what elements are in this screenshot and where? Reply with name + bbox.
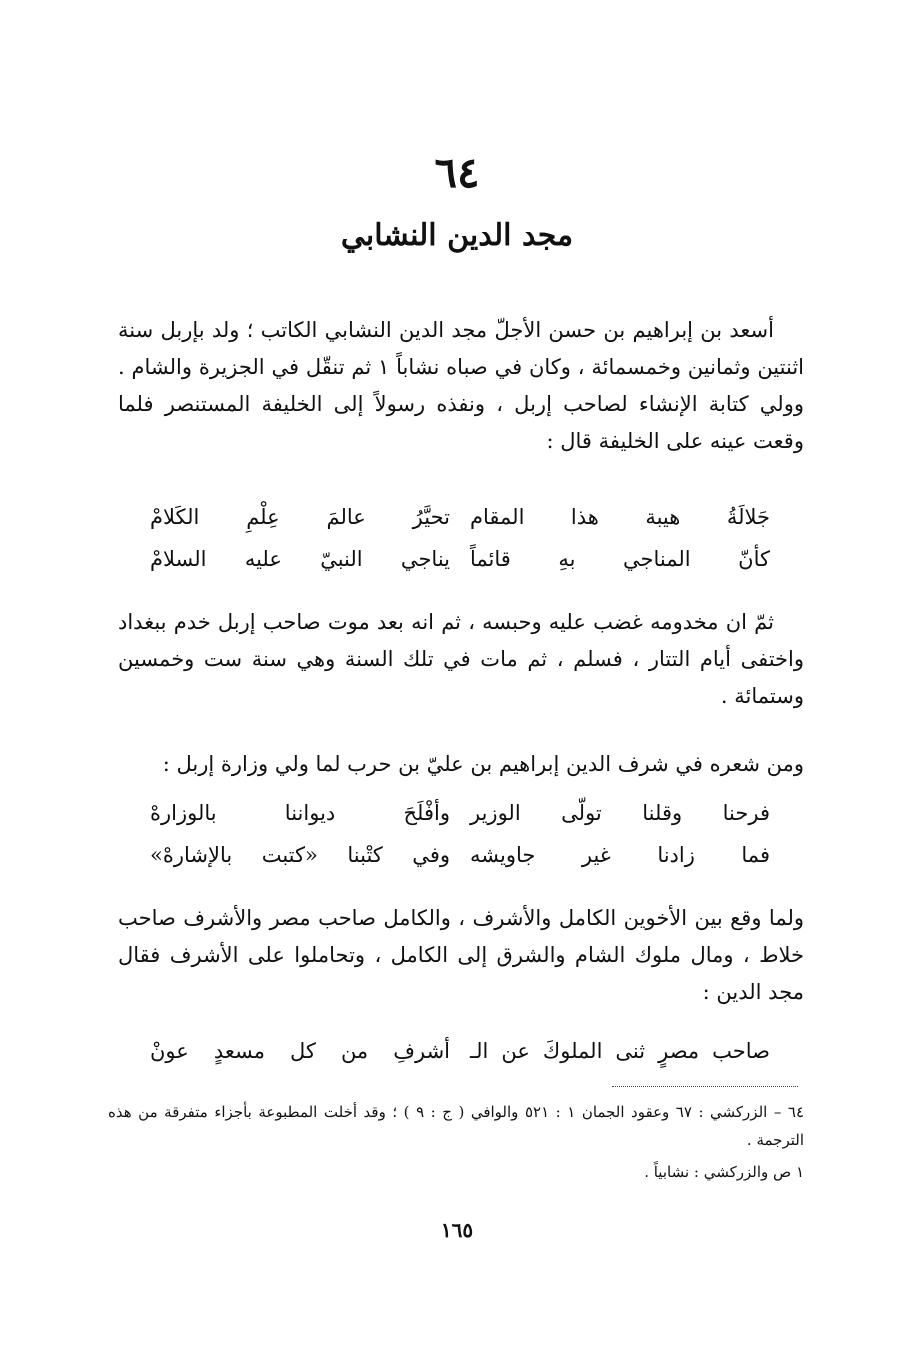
poem-line: [150, 1030, 770, 1072]
footnote-divider: [612, 1086, 798, 1087]
poem-block-1: [150, 496, 770, 580]
biography-paragraph-2: ثمّ ان مخدومه غضب عليه وحبسه ، ثم انه بعد موت صاحب إربل خدم ببغداد واختفى أيام التتار ، فسلم ، ثم مات في تلك السنة وهي سنة ست وخمسين وستمائة .: [118, 610, 804, 708]
poem-block-3: [150, 1030, 770, 1072]
footnote-sources: ٦٤ – الزركشي : ٦٧ وعقود الجمان ١ : ٥٢١ والوافي ( ج : ٩ ) ؛ وقد أخلت المطبوعة بأجزاء متفرقة من هذه الترجمة .: [108, 1103, 805, 1149]
biography-paragraph-3: ومن شعره في شرف الدين إبراهيم بن عليّ بن حرب لما ولي وزارة إربل :: [162, 752, 804, 776]
first-hemistich: فما زادنا غير جاويشه: [470, 843, 770, 867]
footnotes: [108, 1098, 804, 1190]
second-hemistich: يناجي النبيّ عليه السلامْ: [150, 547, 450, 571]
poem-line: [150, 538, 770, 580]
entry-number: ٦٤: [434, 148, 480, 197]
first-hemistich: صاحب مصرٍ ثنى الملوكَ عن الـ: [470, 1039, 770, 1063]
entry-title: مجد الدين النشابي: [340, 218, 574, 253]
poem-line: [150, 834, 770, 876]
first-hemistich: كأنّ المناجي بهِ قائماً: [470, 547, 770, 571]
second-hemistich: وأفْلَحَ ديواننا بالوزارهْ: [150, 801, 450, 825]
second-hemistich: وفي كتْبنا «كتبت بالإشارهْ»: [150, 843, 450, 867]
page-number: ١٦٥: [440, 1218, 474, 1242]
second-hemistich: أشرفِ من كل مسعدٍ عونْ: [150, 1039, 450, 1063]
poem-line: [150, 792, 770, 834]
poem-block-2: [150, 792, 770, 876]
poem-line: [150, 496, 770, 538]
footnote-variant: ١ ص والزركشي : نشابياً .: [644, 1163, 804, 1181]
first-hemistich: جَلالَةُ هيبة هذا المقام: [470, 505, 770, 529]
biography-paragraph-4: ولما وقع بين الأخوين الكامل والأشرف ، والكامل صاحب مصر والأشرف صاحب خلاط ، ومال ملوك الشام والشرق إلى الكامل ، وتحاملوا على الأشرف فقال مجد الدين :: [118, 906, 804, 1004]
biography-paragraph-1: أسعد بن إبراهيم بن حسن الأجلّ مجد الدين النشابي الكاتب ؛ ولد بإربل سنة اثنتين وثمانين وخمسمائة ، وكان في صباه نشاباً ١ ثم تنقّل في الجزيرة والشام . وولي كتابة الإنشاء لصاحب إربل ، ونفذه رسولاً إلى الخليفة المستنصر فلما وقعت عينه على الخليفة قال :: [118, 318, 804, 453]
second-hemistich: تحيَّرُ عالمَ عِلْمِ الكَلامْ: [150, 505, 450, 529]
first-hemistich: فرحنا وقلنا تولّى الوزير: [470, 801, 770, 825]
